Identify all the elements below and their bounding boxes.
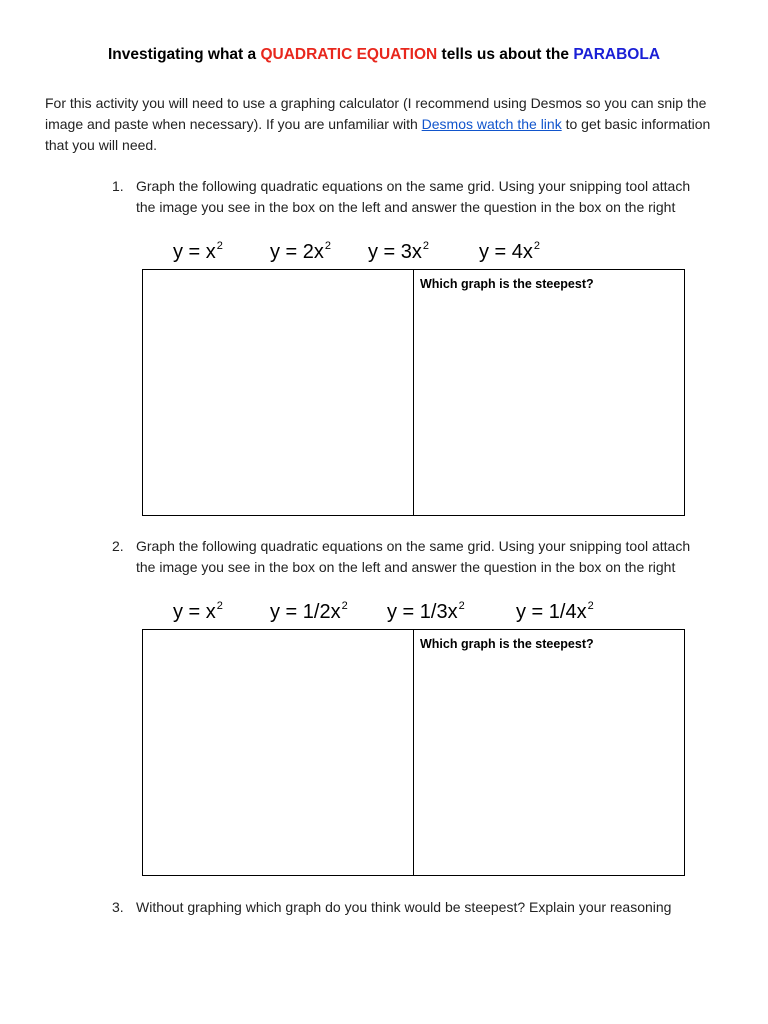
answer-table-1 (142, 269, 685, 516)
equation: $y = x^2$ (173, 240, 223, 263)
intro-text-1: For this activity you will need to use a graphing calculator (I recommend using Desmos so you can snip the image and paste when necessary). If you are unfamiliar with (45, 95, 707, 132)
question-item-2 (112, 536, 712, 577)
answer-question: Which graph is the steepest? (420, 277, 594, 291)
question-text: Without graphing which graph do you think would be steepest? Explain your reasoning (136, 899, 672, 915)
intro-text-2: to get basic information that you will need. (45, 116, 711, 153)
equation: $y = 2x^2$ (270, 240, 332, 263)
question-number: 3. (112, 899, 124, 915)
answer-cell[interactable] (414, 270, 684, 515)
answer-cell[interactable] (414, 630, 684, 875)
answer-question: Which graph is the steepest? (420, 637, 594, 651)
title-part2: tells us about the (437, 46, 574, 63)
question-item-1 (112, 176, 712, 217)
equation: $y = 3x^2$ (368, 240, 430, 263)
equation: $y = 1/2x^2$ (270, 600, 348, 623)
question-item-3 (112, 897, 712, 918)
question-text: Graph the following quadratic equations on the same grid. Using your snipping tool attach the image you see in the box on the left and answer the question in the box on the right (136, 178, 691, 215)
desmos-link[interactable]: Desmos watch the link (421, 116, 562, 132)
equation: $y = x^2$ (173, 600, 223, 623)
page-title (0, 46, 768, 64)
image-paste-cell[interactable] (143, 270, 414, 515)
equation: $y = 1/3x^2$ (387, 600, 465, 623)
equation: $y = 4x^2$ (479, 240, 541, 263)
question-number: 2. (112, 538, 124, 554)
image-paste-cell[interactable] (143, 630, 414, 875)
intro-paragraph (45, 93, 725, 156)
title-highlight-parabola: PARABOLA (573, 46, 661, 63)
answer-table-2 (142, 629, 685, 876)
equation: $y = 1/4x^2$ (516, 600, 594, 623)
title-part1: Investigating what a (107, 46, 261, 63)
question-number: 1. (112, 178, 124, 194)
question-text: Graph the following quadratic equations on the same grid. Using your snipping tool attach the image you see in the box on the left and answer the question in the box on the right (136, 538, 691, 575)
title-highlight-quadratic: QUADRATIC EQUATION (260, 46, 438, 63)
